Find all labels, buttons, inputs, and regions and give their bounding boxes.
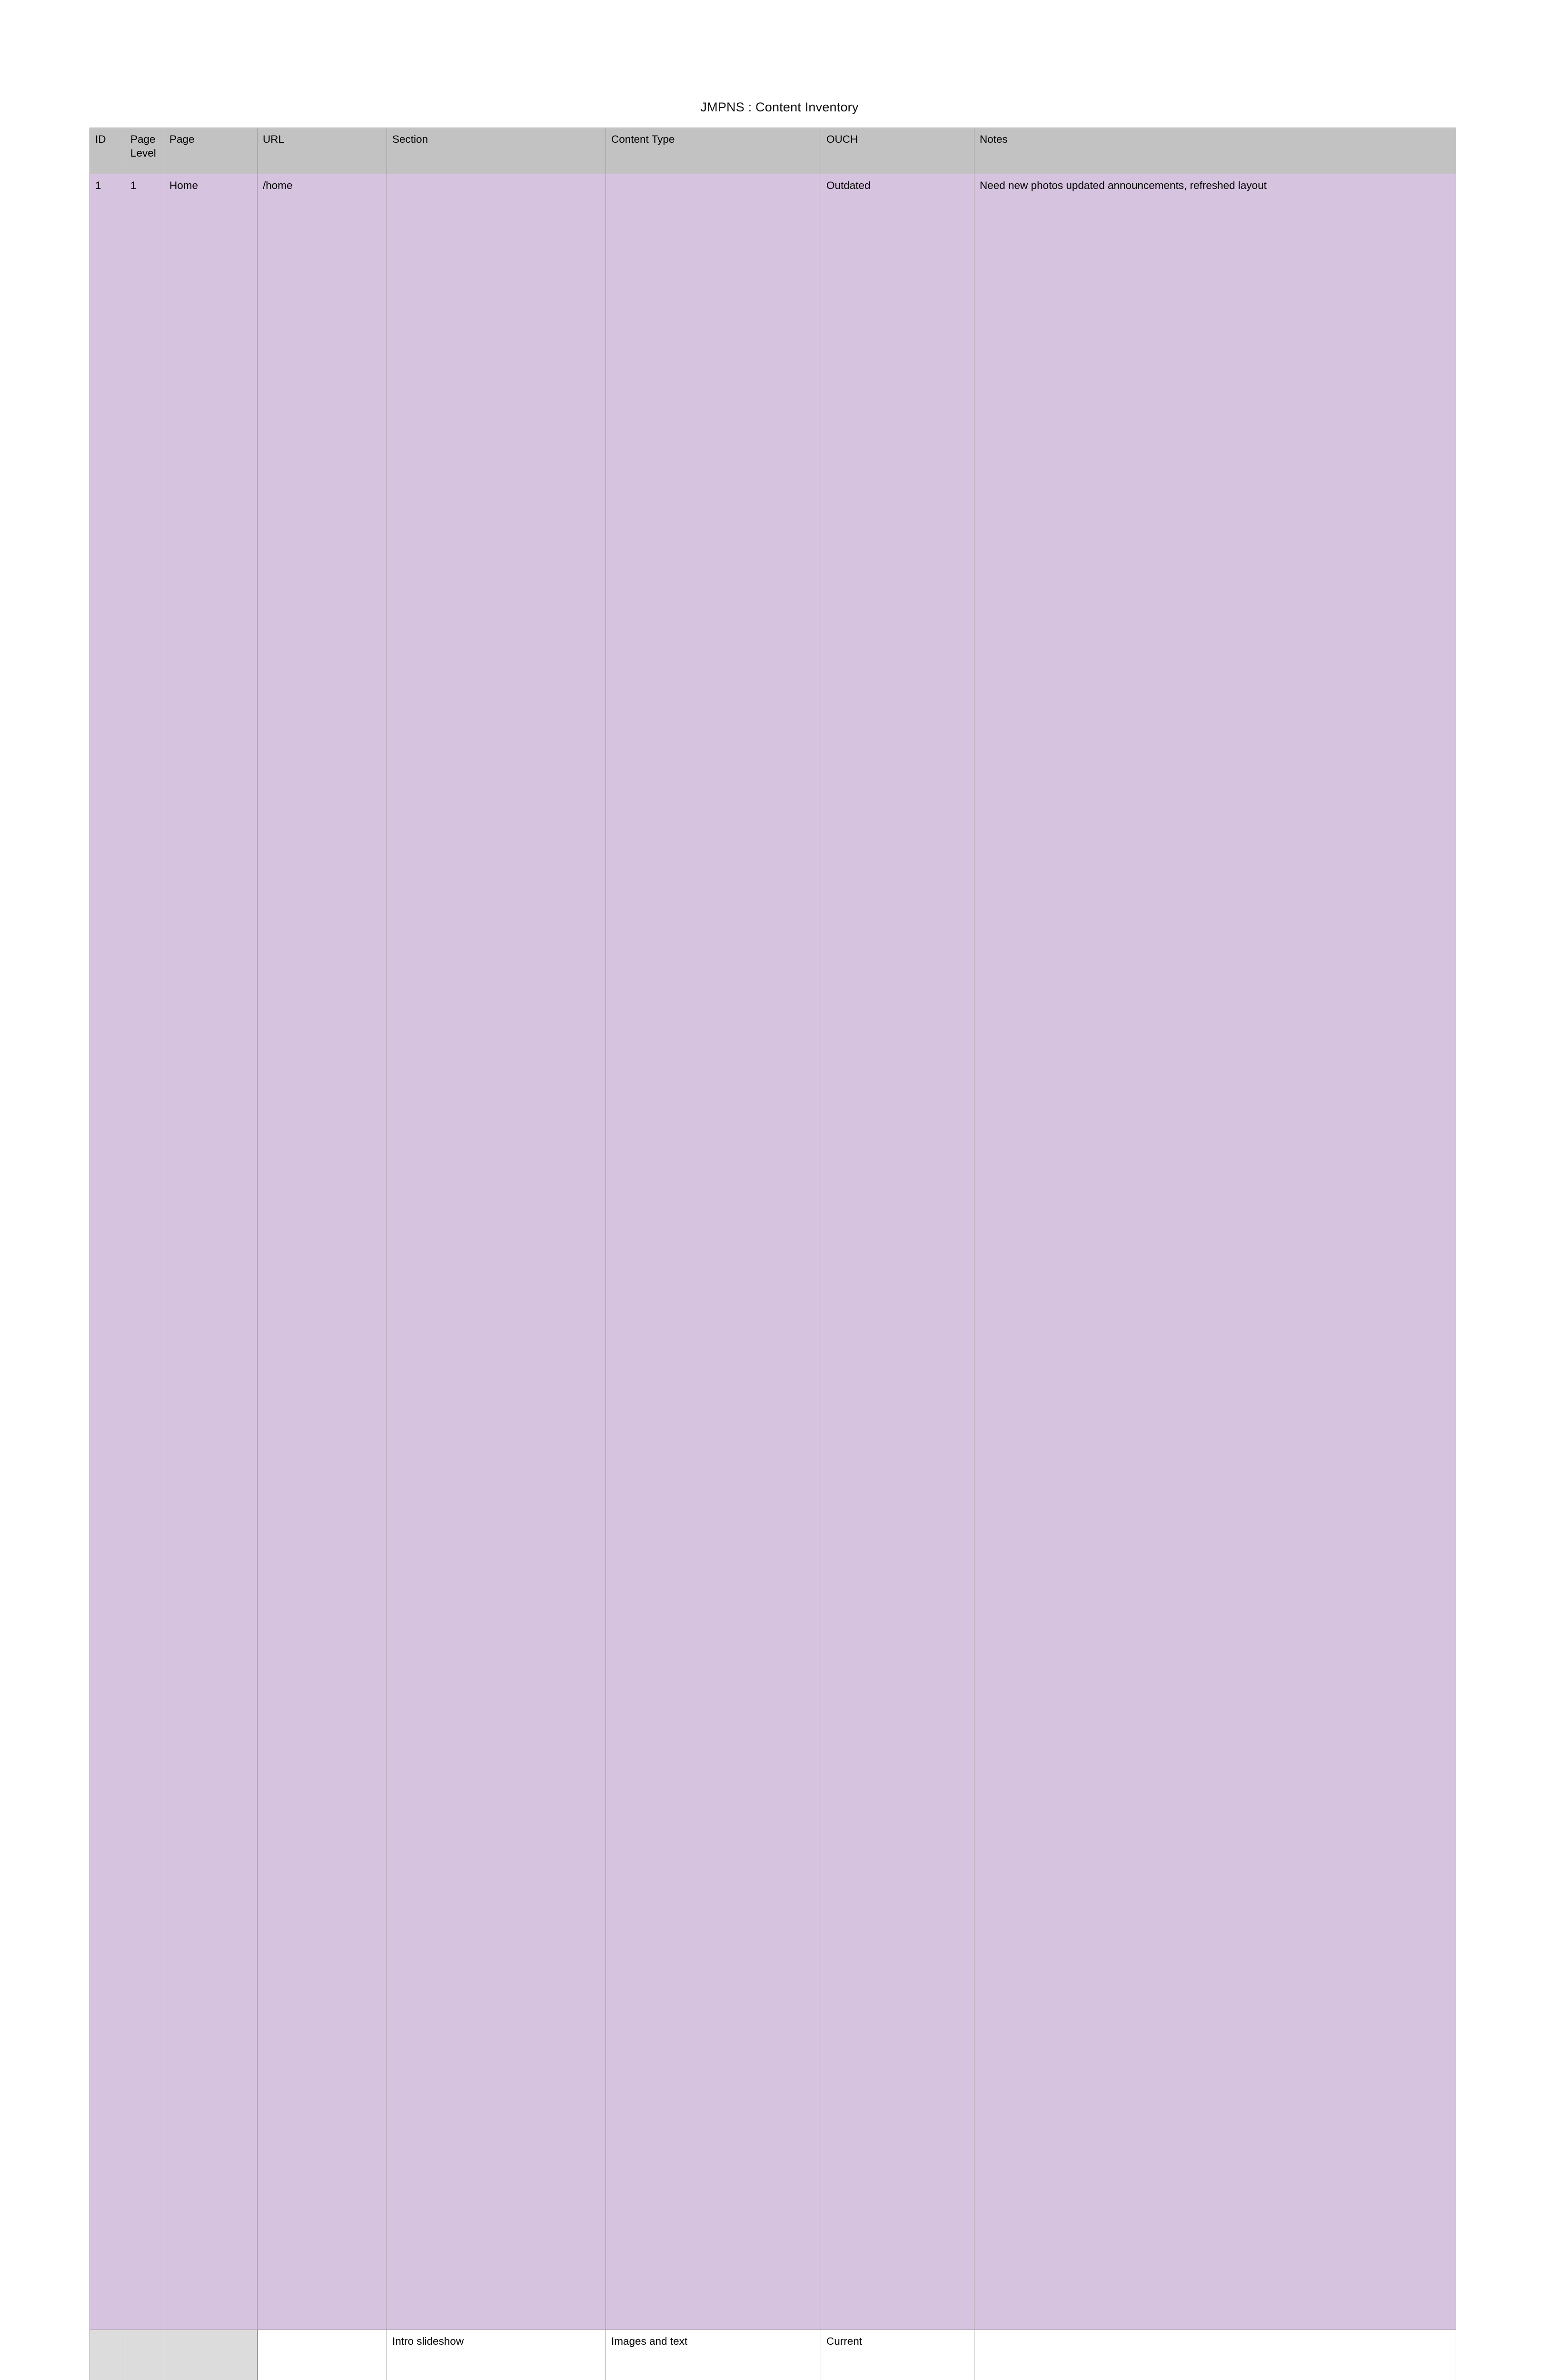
cell-notes: Need new photos updated announcements, refreshed layout	[974, 174, 1456, 2330]
cell-ouch: Current	[821, 2330, 974, 2380]
column-header-id: ID	[90, 128, 125, 174]
cell-content-type: Images and text	[606, 2330, 821, 2380]
column-header-content-type: Content Type	[606, 128, 821, 174]
column-header-url: URL	[258, 128, 387, 174]
table-row-page	[90, 174, 1456, 2330]
content-inventory-table	[89, 128, 1456, 2380]
page-title: JMPNS : Content Inventory	[0, 100, 1559, 115]
content-inventory-table-wrap	[89, 128, 1456, 2380]
cell-ouch: Outdated	[821, 174, 974, 2330]
cell-url: /home	[258, 174, 387, 2330]
cell-section	[387, 174, 606, 2330]
table-body	[90, 174, 1456, 2380]
cell-page-name: Home	[164, 174, 258, 2330]
column-header-section: Section	[387, 128, 606, 174]
column-header-notes: Notes	[974, 128, 1456, 174]
cell-page-level	[125, 2330, 164, 2380]
cell-url	[258, 2330, 387, 2380]
cell-id	[90, 2330, 125, 2380]
column-header-ouch: OUCH	[821, 128, 974, 174]
cell-page-name	[164, 2330, 258, 2380]
column-header-page: Page	[164, 128, 258, 174]
cell-id: 1	[90, 174, 125, 2330]
table-header	[90, 128, 1456, 174]
table-header-row	[90, 128, 1456, 174]
cell-section: Intro slideshow	[387, 2330, 606, 2380]
cell-content-type	[606, 174, 821, 2330]
table-row-section	[90, 2330, 1456, 2380]
column-header-page-level: Page Level	[125, 128, 164, 174]
cell-notes	[974, 2330, 1456, 2380]
cell-page-level: 1	[125, 174, 164, 2330]
